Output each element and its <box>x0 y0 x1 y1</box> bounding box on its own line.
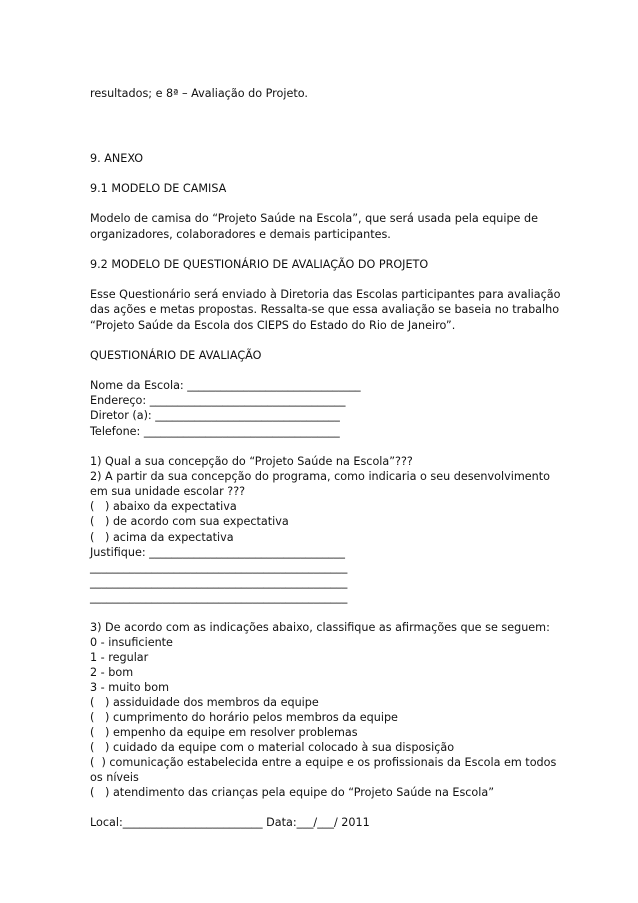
section-heading-camisa: 9.1 MODELO DE CAMISA <box>90 182 227 195</box>
scale-item: 3 - muito bom <box>90 681 169 694</box>
q3-item: ( ) cuidado da equipe com o material colocado à sua disposição <box>90 741 455 754</box>
field-diretor: Diretor (a): _________________________________ <box>90 409 340 422</box>
q3-item-continued: os níveis <box>90 771 139 784</box>
blank-line: ______________________________________________ <box>90 561 348 574</box>
question-3: 3) De acordo com as indicações abaixo, classifique as afirmações que se seguem: <box>90 621 550 634</box>
questionario-paragraph-line: “Projeto Saúde da Escola dos CIEPS do Estado do Rio de Janeiro”. <box>90 319 456 332</box>
questionario-paragraph-line: Esse Questionário será enviado à Diretoria das Escolas participantes para avaliação <box>90 288 561 301</box>
camisa-paragraph-line: organizadores, colaboradores e demais participantes. <box>90 228 391 241</box>
q3-item: ( ) empenho da equipe em resolver problemas <box>90 726 358 739</box>
q2-option: ( ) acima da expectativa <box>90 531 234 544</box>
q2-option: ( ) de acordo com sua expectativa <box>90 515 289 528</box>
q3-item: ( ) comunicação estabelecida entre a equipe e os profissionais da Escola em todos <box>90 756 557 769</box>
q3-item: ( ) cumprimento do horário pelos membros da equipe <box>90 711 398 724</box>
questionario-paragraph-line: das ações e metas propostas. Ressalta-se que essa avaliação se baseia no trabalho <box>90 303 560 316</box>
blank-line: ______________________________________________ <box>90 591 348 604</box>
form-title: QUESTIONÁRIO DE AVALIAÇÃO <box>90 349 262 362</box>
scale-item: 0 - insuficiente <box>90 636 173 649</box>
section-heading-anexo: 9. ANEXO <box>90 152 144 165</box>
intro-line: resultados; e 8ª – Avaliação do Projeto. <box>90 87 308 100</box>
section-heading-questionario: 9.2 MODELO DE QUESTIONÁRIO DE AVALIAÇÃO DO PROJETO <box>90 258 429 271</box>
question-2-line: em sua unidade escolar ??? <box>90 485 246 498</box>
scale-item: 1 - regular <box>90 651 149 664</box>
question-1: 1) Qual a sua concepção do “Projeto Saúde na Escola”??? <box>90 455 413 468</box>
q2-option: ( ) abaixo da expectativa <box>90 500 237 513</box>
q3-item: ( ) atendimento das crianças pela equipe do “Projeto Saúde na Escola” <box>90 786 495 799</box>
field-telefone: Telefone: ___________________________________ <box>90 425 340 438</box>
camisa-paragraph-line: Modelo de camisa do “Projeto Saúde na Escola”, que será usada pela equipe de <box>90 212 538 225</box>
blank-line: ______________________________________________ <box>90 576 348 589</box>
field-endereco: Endereço: ___________________________________ <box>90 394 346 407</box>
question-2-line: 2) A partir da sua concepção do programa, como indicaria o seu desenvolvimento <box>90 470 550 483</box>
scale-item: 2 - bom <box>90 666 134 679</box>
footer-local-data: Local:_________________________ Data:___/___/ 2011 <box>90 816 370 829</box>
justifique-field: Justifique: ___________________________________ <box>90 546 345 559</box>
field-nome-escola: Nome da Escola: _______________________________ <box>90 379 361 392</box>
q3-item: ( ) assiduidade dos membros da equipe <box>90 696 319 709</box>
